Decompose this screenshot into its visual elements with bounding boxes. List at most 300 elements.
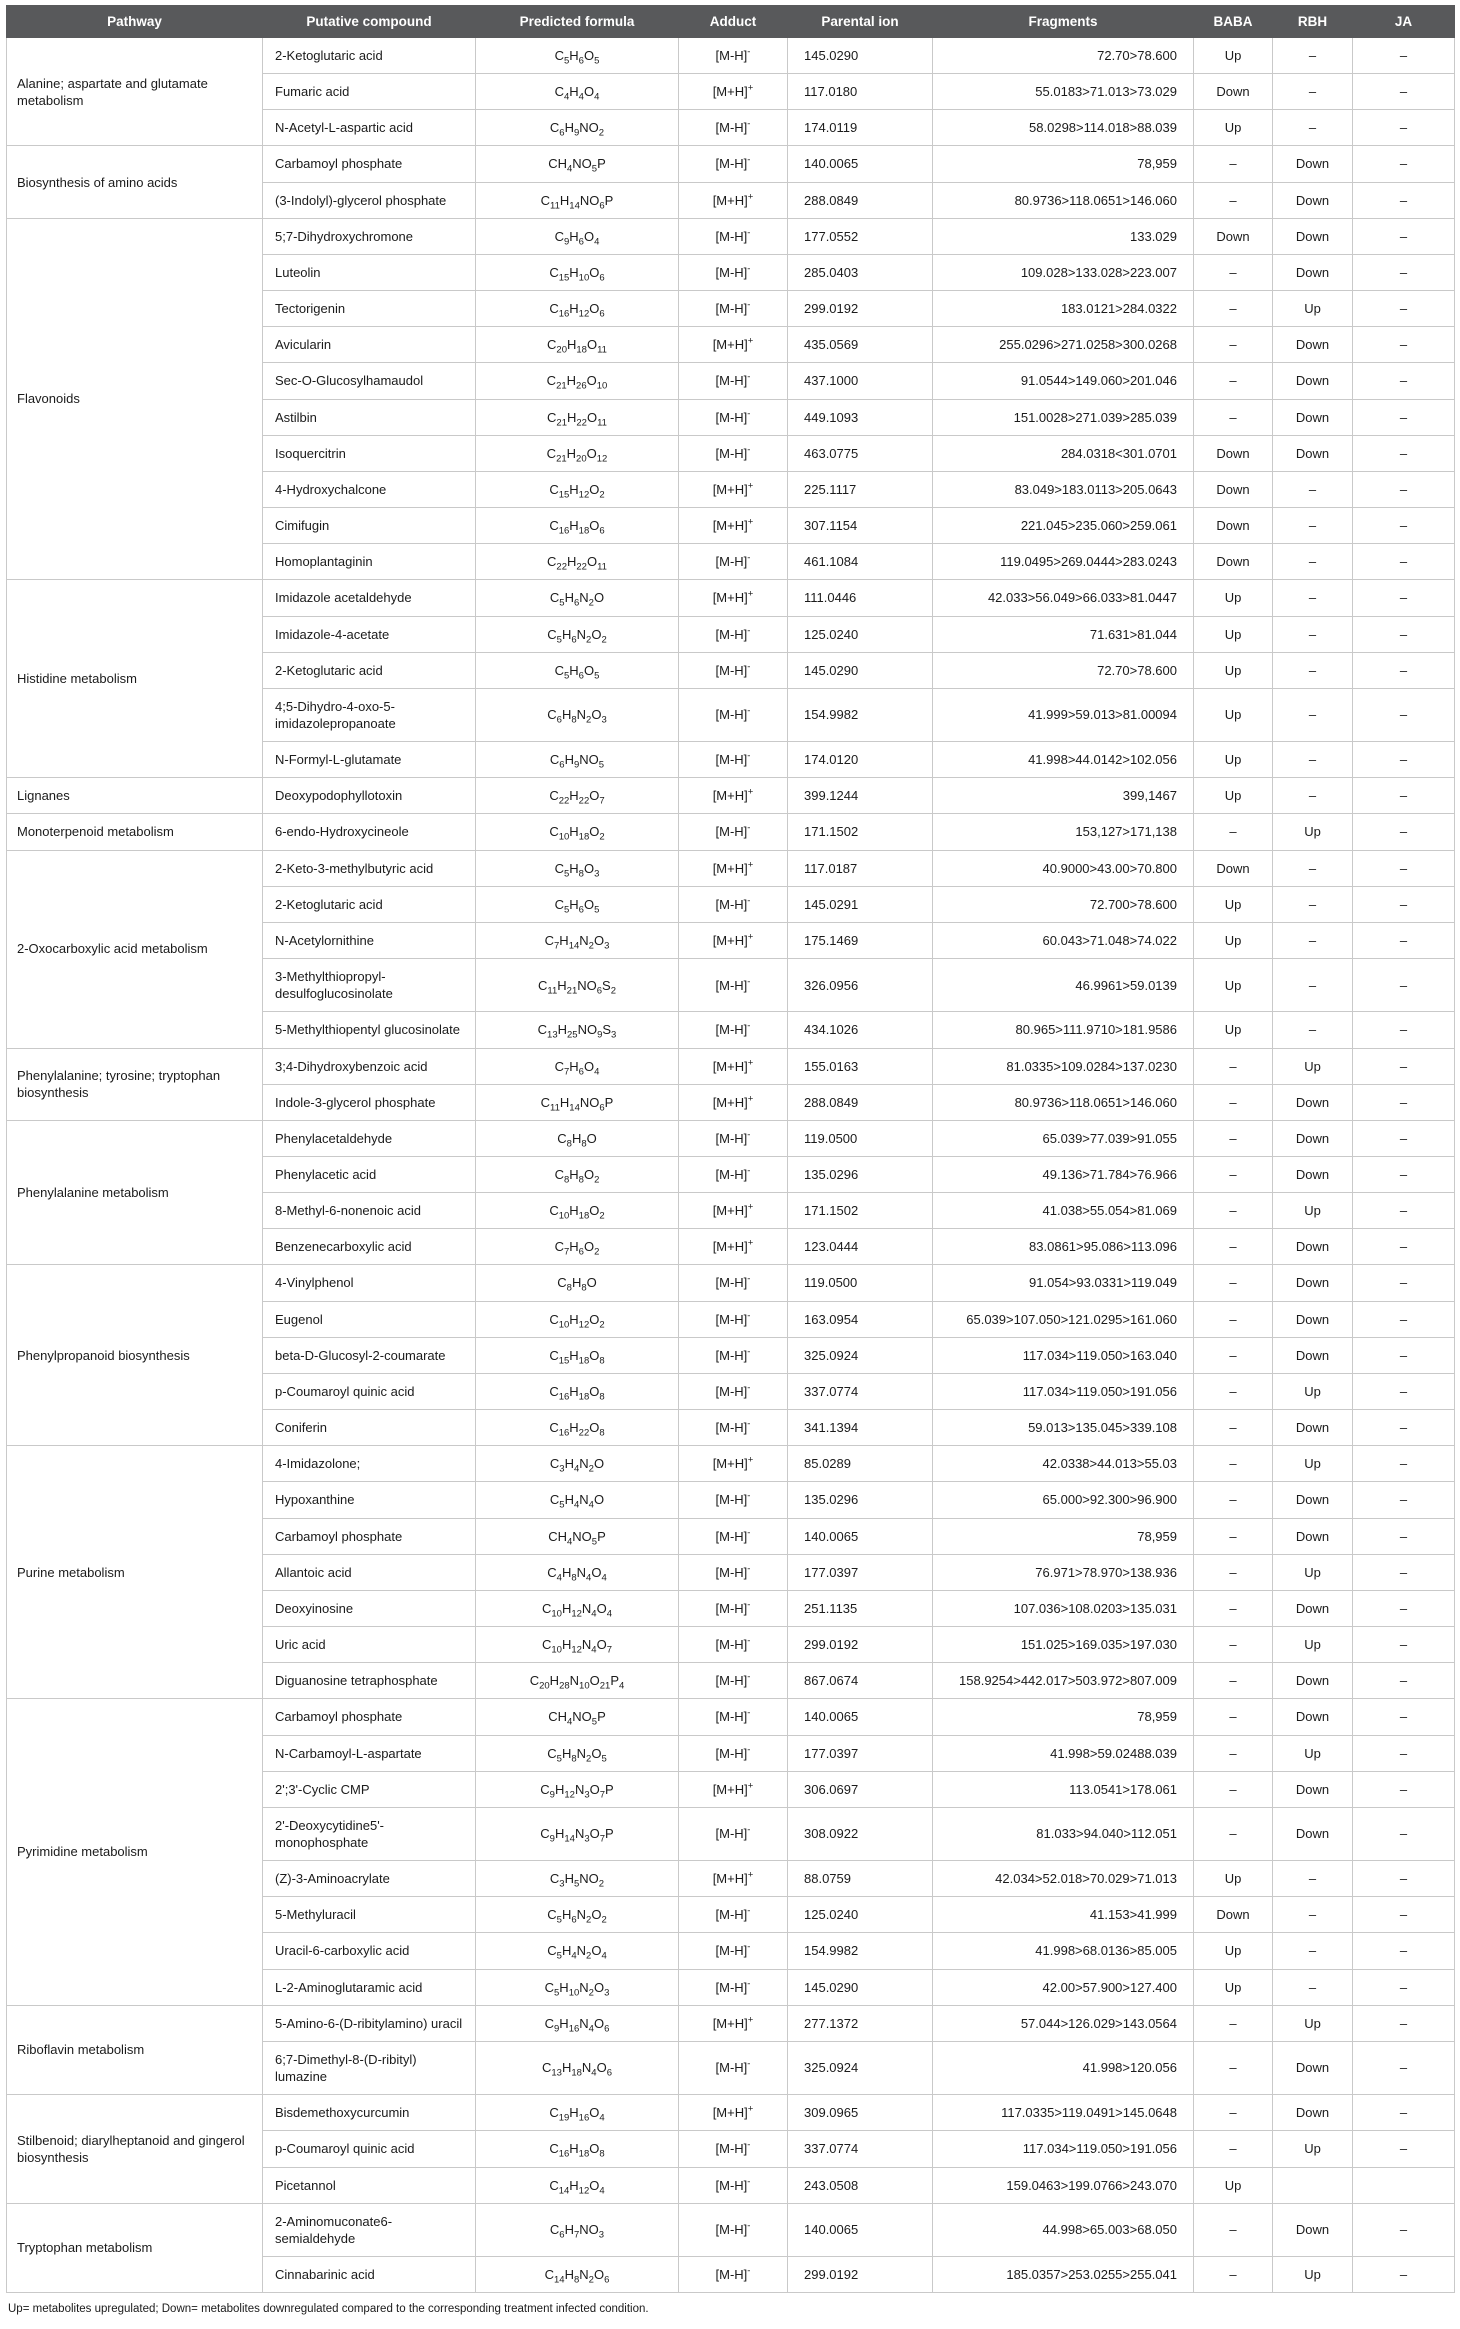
column-header-pathway: Pathway bbox=[7, 6, 263, 38]
rbh-cell: – bbox=[1273, 1897, 1353, 1933]
compound-cell: p-Coumaroyl quinic acid bbox=[263, 1373, 476, 1409]
rbh-cell: Down bbox=[1273, 1771, 1353, 1807]
fragments-cell: 107.036>108.0203>135.031 bbox=[933, 1590, 1194, 1626]
parental-ion-cell: 145.0290 bbox=[788, 38, 933, 74]
adduct-cell: [M-H]- bbox=[679, 2041, 788, 2094]
baba-cell: – bbox=[1194, 1590, 1273, 1626]
table-row bbox=[7, 2005, 1455, 2041]
baba-cell: – bbox=[1194, 2131, 1273, 2167]
rbh-cell: Down bbox=[1273, 1590, 1353, 1626]
fragments-cell: 255.0296>271.0258>300.0268 bbox=[933, 327, 1194, 363]
compound-cell: 5;7-Dihydroxychromone bbox=[263, 218, 476, 254]
ja-cell: – bbox=[1353, 2095, 1455, 2131]
parental-ion-cell: 140.0065 bbox=[788, 2203, 933, 2256]
compound-cell: 2-Ketoglutaric acid bbox=[263, 886, 476, 922]
rbh-cell: – bbox=[1273, 778, 1353, 814]
rbh-cell: – bbox=[1273, 688, 1353, 741]
fragments-cell: 151.0028>271.039>285.039 bbox=[933, 399, 1194, 435]
compound-cell: 5-Amino-6-(D-ribitylamino) uracil bbox=[263, 2005, 476, 2041]
rbh-cell: – bbox=[1273, 616, 1353, 652]
fragments-cell: 72.70>78.600 bbox=[933, 38, 1194, 74]
formula-cell: $C_4H_8N_4O_4$ bbox=[476, 1554, 679, 1590]
formula-cell: $C_{11}H_{21}NO_6S_2$ bbox=[476, 959, 679, 1012]
formula-cell: $C_{14}H_{12}O_4$ bbox=[476, 2167, 679, 2203]
adduct-cell: [M-H]- bbox=[679, 1120, 788, 1156]
baba-cell: – bbox=[1194, 363, 1273, 399]
parental-ion-cell: 337.0774 bbox=[788, 2131, 933, 2167]
fragments-cell: 44.998>65.003>68.050 bbox=[933, 2203, 1194, 2256]
adduct-cell: [M-H]- bbox=[679, 1301, 788, 1337]
ja-cell: – bbox=[1353, 1969, 1455, 2005]
rbh-cell: Down bbox=[1273, 1663, 1353, 1699]
ja-cell: – bbox=[1353, 1265, 1455, 1301]
baba-cell: Up bbox=[1194, 2167, 1273, 2203]
formula-cell: $C_5H_6O_5$ bbox=[476, 886, 679, 922]
parental-ion-cell: 434.1026 bbox=[788, 1012, 933, 1048]
ja-cell: – bbox=[1353, 2041, 1455, 2094]
adduct-cell: [M+H]+ bbox=[679, 1861, 788, 1897]
compound-cell: Astilbin bbox=[263, 399, 476, 435]
adduct-cell: [M-H]- bbox=[679, 814, 788, 850]
fragments-cell: 72.70>78.600 bbox=[933, 652, 1194, 688]
ja-cell: – bbox=[1353, 1301, 1455, 1337]
formula-cell: $C_{16}H_{18}O_8$ bbox=[476, 1373, 679, 1409]
compound-cell: 4-Hydroxychalcone bbox=[263, 471, 476, 507]
baba-cell: – bbox=[1194, 1446, 1273, 1482]
ja-cell: – bbox=[1353, 182, 1455, 218]
table-row bbox=[7, 2095, 1455, 2131]
parental-ion-cell: 140.0065 bbox=[788, 1518, 933, 1554]
rbh-cell: Down bbox=[1273, 1699, 1353, 1735]
parental-ion-cell: 243.0508 bbox=[788, 2167, 933, 2203]
ja-cell: – bbox=[1353, 435, 1455, 471]
fragments-cell: 117.034>119.050>191.056 bbox=[933, 2131, 1194, 2167]
rbh-cell: – bbox=[1273, 886, 1353, 922]
adduct-cell: [M+H]+ bbox=[679, 850, 788, 886]
formula-cell: $C_5H_6N_2O$ bbox=[476, 580, 679, 616]
adduct-cell: [M-H]- bbox=[679, 38, 788, 74]
adduct-cell: [M-H]- bbox=[679, 1265, 788, 1301]
baba-cell: – bbox=[1194, 1807, 1273, 1860]
ja-cell: – bbox=[1353, 146, 1455, 182]
rbh-cell: Down bbox=[1273, 2095, 1353, 2131]
column-header-fragments: Fragments bbox=[933, 6, 1194, 38]
compound-cell: 2-Aminomuconate6-semialdehyde bbox=[263, 2203, 476, 2256]
parental-ion-cell: 140.0065 bbox=[788, 146, 933, 182]
fragments-cell: 59.013>135.045>339.108 bbox=[933, 1410, 1194, 1446]
compound-cell: 2';3'-Cyclic CMP bbox=[263, 1771, 476, 1807]
pathway-cell: 2-Oxocarboxylic acid metabolism bbox=[7, 850, 263, 1048]
baba-cell: – bbox=[1194, 2095, 1273, 2131]
adduct-cell: [M-H]- bbox=[679, 1627, 788, 1663]
baba-cell: Down bbox=[1194, 544, 1273, 580]
table-row bbox=[7, 2203, 1455, 2256]
parental-ion-cell: 135.0296 bbox=[788, 1482, 933, 1518]
ja-cell: – bbox=[1353, 1518, 1455, 1554]
adduct-cell: [M-H]- bbox=[679, 1337, 788, 1373]
parental-ion-cell: 88.0759 bbox=[788, 1861, 933, 1897]
formula-cell: $C_{21}H_{26}O_{10}$ bbox=[476, 363, 679, 399]
formula-cell: $C_5H_8N_2O_5$ bbox=[476, 1735, 679, 1771]
fragments-cell: 158.9254>442.017>503.972>807.009 bbox=[933, 1663, 1194, 1699]
compound-cell: Sec-O-Glucosylhamaudol bbox=[263, 363, 476, 399]
formula-cell: $C_3H_4N_2O$ bbox=[476, 1446, 679, 1482]
pathway-cell: Flavonoids bbox=[7, 218, 263, 580]
baba-cell: Down bbox=[1194, 471, 1273, 507]
ja-cell: – bbox=[1353, 508, 1455, 544]
adduct-cell: [M-H]- bbox=[679, 1157, 788, 1193]
parental-ion-cell: 437.1000 bbox=[788, 363, 933, 399]
fragments-cell: 49.136>71.784>76.966 bbox=[933, 1157, 1194, 1193]
compound-cell: 2-Ketoglutaric acid bbox=[263, 38, 476, 74]
ja-cell: – bbox=[1353, 922, 1455, 958]
compound-cell: N-Formyl-L-glutamate bbox=[263, 742, 476, 778]
rbh-cell: Down bbox=[1273, 327, 1353, 363]
formula-cell: $CH_4NO_5P$ bbox=[476, 1699, 679, 1735]
formula-cell: $C_5H_6O_5$ bbox=[476, 652, 679, 688]
fragments-cell: 91.0544>149.060>201.046 bbox=[933, 363, 1194, 399]
baba-cell: Up bbox=[1194, 959, 1273, 1012]
formula-cell: $C_{22}H_{22}O_{11}$ bbox=[476, 544, 679, 580]
compound-cell: Coniferin bbox=[263, 1410, 476, 1446]
parental-ion-cell: 175.1469 bbox=[788, 922, 933, 958]
rbh-cell: Down bbox=[1273, 1410, 1353, 1446]
ja-cell: – bbox=[1353, 1861, 1455, 1897]
rbh-cell: Up bbox=[1273, 1554, 1353, 1590]
compound-cell: Avicularin bbox=[263, 327, 476, 363]
compound-cell: 5-Methylthiopentyl glucosinolate bbox=[263, 1012, 476, 1048]
fragments-cell: 72.700>78.600 bbox=[933, 886, 1194, 922]
fragments-cell: 78,959 bbox=[933, 1518, 1194, 1554]
formula-cell: $C_8H_8O$ bbox=[476, 1265, 679, 1301]
rbh-cell: Down bbox=[1273, 435, 1353, 471]
fragments-cell: 42.033>56.049>66.033>81.0447 bbox=[933, 580, 1194, 616]
baba-cell: – bbox=[1194, 1337, 1273, 1373]
pathway-cell: Phenylpropanoid biosynthesis bbox=[7, 1265, 263, 1446]
baba-cell: – bbox=[1194, 2041, 1273, 2094]
compound-cell: Carbamoyl phosphate bbox=[263, 146, 476, 182]
ja-cell: – bbox=[1353, 959, 1455, 1012]
rbh-cell: – bbox=[1273, 110, 1353, 146]
adduct-cell: [M-H]- bbox=[679, 1969, 788, 2005]
compound-cell: Bisdemethoxycurcumin bbox=[263, 2095, 476, 2131]
compound-cell: 2-Keto-3-methylbutyric acid bbox=[263, 850, 476, 886]
baba-cell: – bbox=[1194, 2257, 1273, 2293]
baba-cell: Down bbox=[1194, 508, 1273, 544]
formula-cell: $C_{21}H_{20}O_{12}$ bbox=[476, 435, 679, 471]
fragments-cell: 81.0335>109.0284>137.0230 bbox=[933, 1048, 1194, 1084]
adduct-cell: [M+H]+ bbox=[679, 778, 788, 814]
formula-cell: $C_6H_9NO_2$ bbox=[476, 110, 679, 146]
rbh-cell: Up bbox=[1273, 1735, 1353, 1771]
fragments-cell: 80.965>111.9710>181.9586 bbox=[933, 1012, 1194, 1048]
fragments-cell: 81.033>94.040>112.051 bbox=[933, 1807, 1194, 1860]
rbh-cell: – bbox=[1273, 508, 1353, 544]
adduct-cell: [M-H]- bbox=[679, 1699, 788, 1735]
column-header-predicted-formula: Predicted formula bbox=[476, 6, 679, 38]
rbh-cell: Up bbox=[1273, 1373, 1353, 1409]
baba-cell: – bbox=[1194, 814, 1273, 850]
parental-ion-cell: 154.9982 bbox=[788, 1933, 933, 1969]
ja-cell: – bbox=[1353, 1193, 1455, 1229]
adduct-cell: [M-H]- bbox=[679, 435, 788, 471]
baba-cell: – bbox=[1194, 1193, 1273, 1229]
adduct-cell: [M-H]- bbox=[679, 2257, 788, 2293]
rbh-cell: Down bbox=[1273, 363, 1353, 399]
fragments-cell: 284.0318<301.0701 bbox=[933, 435, 1194, 471]
adduct-cell: [M-H]- bbox=[679, 1807, 788, 1860]
fragments-cell: 57.044>126.029>143.0564 bbox=[933, 2005, 1194, 2041]
rbh-cell: Up bbox=[1273, 1627, 1353, 1663]
parental-ion-cell: 125.0240 bbox=[788, 616, 933, 652]
parental-ion-cell: 277.1372 bbox=[788, 2005, 933, 2041]
fragments-cell: 58.0298>114.018>88.039 bbox=[933, 110, 1194, 146]
parental-ion-cell: 461.1084 bbox=[788, 544, 933, 580]
fragments-cell: 41.038>55.054>81.069 bbox=[933, 1193, 1194, 1229]
fragments-cell: 119.0495>269.0444>283.0243 bbox=[933, 544, 1194, 580]
fragments-cell: 41.998>59.02488.039 bbox=[933, 1735, 1194, 1771]
formula-cell: $C_6H_9NO_5$ bbox=[476, 742, 679, 778]
table-row bbox=[7, 1699, 1455, 1735]
ja-cell: – bbox=[1353, 471, 1455, 507]
fragments-cell: 41.153>41.999 bbox=[933, 1897, 1194, 1933]
parental-ion-cell: 341.1394 bbox=[788, 1410, 933, 1446]
adduct-cell: [M-H]- bbox=[679, 146, 788, 182]
fragments-cell: 117.0335>119.0491>145.0648 bbox=[933, 2095, 1194, 2131]
formula-cell: $C_9H_{12}N_3O_7P$ bbox=[476, 1771, 679, 1807]
ja-cell: – bbox=[1353, 1229, 1455, 1265]
baba-cell: Up bbox=[1194, 1012, 1273, 1048]
pathway-cell: Monoterpenoid metabolism bbox=[7, 814, 263, 850]
baba-cell: – bbox=[1194, 1265, 1273, 1301]
parental-ion-cell: 117.0180 bbox=[788, 74, 933, 110]
ja-cell: – bbox=[1353, 1157, 1455, 1193]
compound-cell: Uric acid bbox=[263, 1627, 476, 1663]
fragments-cell: 109.028>133.028>223.007 bbox=[933, 254, 1194, 290]
parental-ion-cell: 225.1117 bbox=[788, 471, 933, 507]
ja-cell: – bbox=[1353, 2257, 1455, 2293]
rbh-cell: Down bbox=[1273, 1301, 1353, 1337]
baba-cell: – bbox=[1194, 1229, 1273, 1265]
parental-ion-cell: 140.0065 bbox=[788, 1699, 933, 1735]
compound-cell: Hypoxanthine bbox=[263, 1482, 476, 1518]
parental-ion-cell: 299.0192 bbox=[788, 2257, 933, 2293]
pathway-cell: Tryptophan metabolism bbox=[7, 2203, 263, 2292]
baba-cell: Up bbox=[1194, 1933, 1273, 1969]
adduct-cell: [M+H]+ bbox=[679, 182, 788, 218]
rbh-cell: Down bbox=[1273, 1337, 1353, 1373]
adduct-cell: [M-H]- bbox=[679, 291, 788, 327]
baba-cell: Up bbox=[1194, 922, 1273, 958]
parental-ion-cell: 288.0849 bbox=[788, 1084, 933, 1120]
fragments-cell: 117.034>119.050>191.056 bbox=[933, 1373, 1194, 1409]
parental-ion-cell: 308.0922 bbox=[788, 1807, 933, 1860]
adduct-cell: [M-H]- bbox=[679, 959, 788, 1012]
fragments-cell: 41.998>44.0142>102.056 bbox=[933, 742, 1194, 778]
parental-ion-cell: 309.0965 bbox=[788, 2095, 933, 2131]
ja-cell: – bbox=[1353, 1627, 1455, 1663]
ja-cell: – bbox=[1353, 291, 1455, 327]
compound-cell: Deoxypodophyllotoxin bbox=[263, 778, 476, 814]
formula-cell: $C_{13}H_{25}NO_9S_3$ bbox=[476, 1012, 679, 1048]
rbh-cell: – bbox=[1273, 544, 1353, 580]
adduct-cell: [M+H]+ bbox=[679, 1771, 788, 1807]
fragments-cell: 153,127>171,138 bbox=[933, 814, 1194, 850]
rbh-cell: Down bbox=[1273, 254, 1353, 290]
baba-cell: – bbox=[1194, 1084, 1273, 1120]
ja-cell: – bbox=[1353, 1554, 1455, 1590]
fragments-cell: 65.000>92.300>96.900 bbox=[933, 1482, 1194, 1518]
fragments-cell: 399,1467 bbox=[933, 778, 1194, 814]
formula-cell: $C_{11}H_{14}NO_6P$ bbox=[476, 1084, 679, 1120]
parental-ion-cell: 155.0163 bbox=[788, 1048, 933, 1084]
compound-cell: 4-Imidazolone; bbox=[263, 1446, 476, 1482]
column-header-baba: BABA bbox=[1194, 6, 1273, 38]
adduct-cell: [M-H]- bbox=[679, 652, 788, 688]
fragments-cell: 183.0121>284.0322 bbox=[933, 291, 1194, 327]
rbh-cell: Down bbox=[1273, 1157, 1353, 1193]
formula-cell: $C_{14}H_8N_2O_6$ bbox=[476, 2257, 679, 2293]
adduct-cell: [M+H]+ bbox=[679, 508, 788, 544]
baba-cell: – bbox=[1194, 182, 1273, 218]
fragments-cell: 41.998>68.0136>85.005 bbox=[933, 1933, 1194, 1969]
compound-cell: Carbamoyl phosphate bbox=[263, 1518, 476, 1554]
parental-ion-cell: 177.0397 bbox=[788, 1735, 933, 1771]
ja-cell: – bbox=[1353, 580, 1455, 616]
formula-cell: $C_3H_5NO_2$ bbox=[476, 1861, 679, 1897]
formula-cell: $C_6H_7NO_3$ bbox=[476, 2203, 679, 2256]
formula-cell: $C_5H_6N_2O_2$ bbox=[476, 1897, 679, 1933]
adduct-cell: [M-H]- bbox=[679, 1373, 788, 1409]
ja-cell: – bbox=[1353, 652, 1455, 688]
ja-cell: – bbox=[1353, 616, 1455, 652]
ja-cell: – bbox=[1353, 38, 1455, 74]
baba-cell: Up bbox=[1194, 110, 1273, 146]
formula-cell: $C_5H_4N_2O_4$ bbox=[476, 1933, 679, 1969]
rbh-cell: – bbox=[1273, 74, 1353, 110]
fragments-cell: 46.9961>59.0139 bbox=[933, 959, 1194, 1012]
parental-ion-cell: 285.0403 bbox=[788, 254, 933, 290]
parental-ion-cell: 111.0446 bbox=[788, 580, 933, 616]
baba-cell: Up bbox=[1194, 886, 1273, 922]
compound-cell: beta-D-Glucosyl-2-coumarate bbox=[263, 1337, 476, 1373]
formula-cell: $C_9H_{16}N_4O_6$ bbox=[476, 2005, 679, 2041]
ja-cell: – bbox=[1353, 688, 1455, 741]
table-row bbox=[7, 218, 1455, 254]
formula-cell: $C_8H_8O_2$ bbox=[476, 1157, 679, 1193]
ja-cell bbox=[1353, 2167, 1455, 2203]
fragments-cell: 42.0338>44.013>55.03 bbox=[933, 1446, 1194, 1482]
parental-ion-cell: 171.1502 bbox=[788, 814, 933, 850]
formula-cell: $C_8H_8O$ bbox=[476, 1120, 679, 1156]
parental-ion-cell: 85.0289 bbox=[788, 1446, 933, 1482]
parental-ion-cell: 463.0775 bbox=[788, 435, 933, 471]
rbh-cell: – bbox=[1273, 1933, 1353, 1969]
parental-ion-cell: 288.0849 bbox=[788, 182, 933, 218]
formula-cell: $C_{15}H_{10}O_6$ bbox=[476, 254, 679, 290]
fragments-cell: 221.045>235.060>259.061 bbox=[933, 508, 1194, 544]
fragments-cell: 41.998>120.056 bbox=[933, 2041, 1194, 2094]
rbh-cell: Up bbox=[1273, 814, 1353, 850]
formula-cell: $C_{10}H_{12}N_4O_7$ bbox=[476, 1627, 679, 1663]
table-row bbox=[7, 580, 1455, 616]
formula-cell: $C_{13}H_{18}N_4O_6$ bbox=[476, 2041, 679, 2094]
compound-cell: 2'-Deoxycytidine5'-monophosphate bbox=[263, 1807, 476, 1860]
adduct-cell: [M-H]- bbox=[679, 2203, 788, 2256]
baba-cell: – bbox=[1194, 1518, 1273, 1554]
adduct-cell: [M+H]+ bbox=[679, 1446, 788, 1482]
parental-ion-cell: 325.0924 bbox=[788, 1337, 933, 1373]
parental-ion-cell: 449.1093 bbox=[788, 399, 933, 435]
baba-cell: – bbox=[1194, 146, 1273, 182]
ja-cell: – bbox=[1353, 1012, 1455, 1048]
table-row bbox=[7, 778, 1455, 814]
footnote: Up= metabolites upregulated; Down= metabolites downregulated compared to the corresponding treatment infected condition. bbox=[8, 2303, 649, 2316]
ja-cell: – bbox=[1353, 1410, 1455, 1446]
table-row bbox=[7, 850, 1455, 886]
baba-cell: – bbox=[1194, 1157, 1273, 1193]
parental-ion-cell: 867.0674 bbox=[788, 1663, 933, 1699]
rbh-cell: – bbox=[1273, 652, 1353, 688]
compound-cell: 4-Vinylphenol bbox=[263, 1265, 476, 1301]
fragments-cell: 42.034>52.018>70.029>71.013 bbox=[933, 1861, 1194, 1897]
fragments-cell: 117.034>119.050>163.040 bbox=[933, 1337, 1194, 1373]
adduct-cell: [M-H]- bbox=[679, 1518, 788, 1554]
parental-ion-cell: 307.1154 bbox=[788, 508, 933, 544]
column-header-putative-compound: Putative compound bbox=[263, 6, 476, 38]
formula-cell: $CH_4NO_5P$ bbox=[476, 146, 679, 182]
compound-cell: N-Carbamoyl-L-aspartate bbox=[263, 1735, 476, 1771]
adduct-cell: [M-H]- bbox=[679, 2167, 788, 2203]
fragments-cell: 76.971>78.970>138.936 bbox=[933, 1554, 1194, 1590]
table-row bbox=[7, 1265, 1455, 1301]
rbh-cell: Up bbox=[1273, 2257, 1353, 2293]
rbh-cell: Down bbox=[1273, 1120, 1353, 1156]
rbh-cell: Down bbox=[1273, 1518, 1353, 1554]
formula-cell: $C_5H_6N_2O_2$ bbox=[476, 616, 679, 652]
rbh-cell: – bbox=[1273, 580, 1353, 616]
rbh-cell: Up bbox=[1273, 1193, 1353, 1229]
column-header-parental-ion: Parental ion bbox=[788, 6, 933, 38]
adduct-cell: [M-H]- bbox=[679, 110, 788, 146]
baba-cell: Up bbox=[1194, 1969, 1273, 2005]
parental-ion-cell: 399.1244 bbox=[788, 778, 933, 814]
baba-cell: Down bbox=[1194, 218, 1273, 254]
fragments-cell: 55.0183>71.013>73.029 bbox=[933, 74, 1194, 110]
ja-cell: – bbox=[1353, 1807, 1455, 1860]
fragments-cell: 65.039>107.050>121.0295>161.060 bbox=[933, 1301, 1194, 1337]
ja-cell: – bbox=[1353, 544, 1455, 580]
compound-cell: L-2-Aminoglutaramic acid bbox=[263, 1969, 476, 2005]
compound-cell: 5-Methyluracil bbox=[263, 1897, 476, 1933]
formula-cell: $C_4H_4O_4$ bbox=[476, 74, 679, 110]
baba-cell: – bbox=[1194, 399, 1273, 435]
adduct-cell: [M-H]- bbox=[679, 544, 788, 580]
rbh-cell: Down bbox=[1273, 146, 1353, 182]
formula-cell: $C_9H_6O_4$ bbox=[476, 218, 679, 254]
ja-cell: – bbox=[1353, 327, 1455, 363]
rbh-cell: – bbox=[1273, 922, 1353, 958]
parental-ion-cell: 145.0290 bbox=[788, 1969, 933, 2005]
baba-cell: – bbox=[1194, 1554, 1273, 1590]
column-header-ja: JA bbox=[1353, 6, 1455, 38]
pathway-cell: Riboflavin metabolism bbox=[7, 2005, 263, 2094]
fragments-cell: 60.043>71.048>74.022 bbox=[933, 922, 1194, 958]
ja-cell: – bbox=[1353, 814, 1455, 850]
adduct-cell: [M-H]- bbox=[679, 1482, 788, 1518]
column-header-rbh: RBH bbox=[1273, 6, 1353, 38]
table-row bbox=[7, 38, 1455, 74]
